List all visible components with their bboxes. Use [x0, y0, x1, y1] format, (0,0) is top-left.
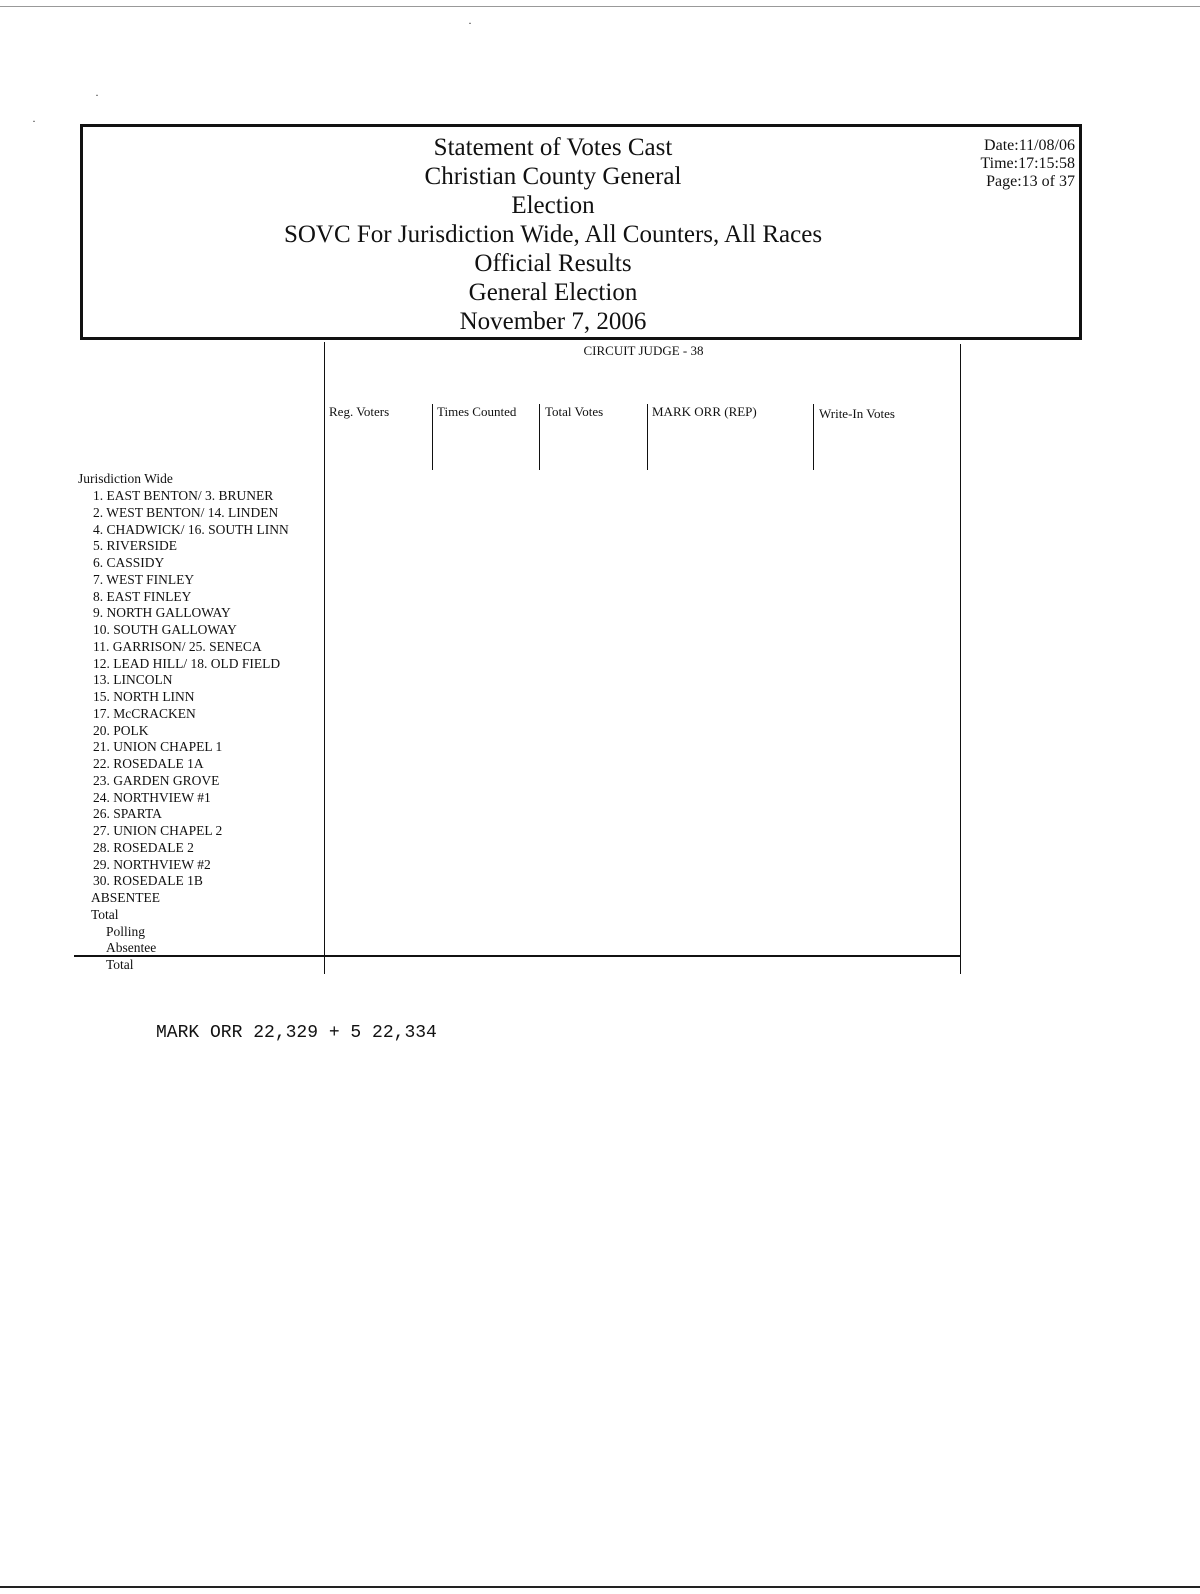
column-divider — [432, 404, 433, 470]
precinct-name-cell: 15. NORTH LINN — [93, 689, 195, 704]
precinct-name-cell: 24. NORTHVIEW #1 — [93, 789, 211, 805]
report-header — [80, 124, 1082, 340]
column-divider — [539, 404, 540, 470]
column-header-reg-voters: Reg. Voters — [329, 404, 390, 419]
title-line: Election — [511, 192, 595, 219]
column-header-mark-orr: MARK ORR (REP) — [652, 404, 757, 419]
precinct-name-cell: 30. ROSEDALE 1B — [93, 873, 203, 889]
column-divider — [813, 404, 814, 470]
precinct-name-cell: Total — [106, 957, 134, 972]
scan-speck: · — [32, 114, 36, 128]
table-right-rule — [960, 344, 961, 974]
precinct-name-cell: 10. SOUTH GALLOWAY — [93, 622, 237, 637]
scan-speck: · — [95, 88, 99, 102]
race-title: CIRCUIT JUDGE - 38 — [583, 343, 704, 358]
handwritten-note: MARK ORR 22,329 + 5 22,334 — [156, 1023, 437, 1043]
precinct-name-cell: 2. WEST BENTON/ 14. LINDEN — [93, 504, 279, 520]
precinct-name-cell: 28. ROSEDALE 2 — [93, 839, 194, 855]
report-page: Page:13 of 37 — [986, 173, 1075, 190]
precinct-name-cell: 7. WEST FINLEY — [93, 571, 195, 587]
title-line: General Election — [468, 279, 638, 306]
precinct-name-cell: 12. LEAD HILL/ 18. OLD FIELD — [93, 655, 281, 671]
column-header-write-in: Write-In Votes — [819, 406, 895, 421]
column-header-total-votes: Total Votes — [545, 404, 604, 419]
precinct-name-cell: 6. CASSIDY — [93, 555, 165, 570]
report-meta — [980, 137, 1075, 191]
title-line: SOVC For Jurisdiction Wide, All Counters, All Races — [283, 221, 823, 248]
precinct-name-cell: 8. EAST FINLEY — [93, 588, 192, 604]
total-label: Total — [91, 906, 119, 922]
column-divider — [647, 404, 648, 470]
report-time: Time:17:15:58 — [980, 155, 1075, 172]
precinct-name-cell: 20. POLK — [93, 722, 149, 738]
precinct-name-cell: 29. NORTHVIEW #2 — [93, 856, 211, 872]
bottom-scan-edge — [0, 1586, 1200, 1588]
precinct-name-cell: Polling — [106, 923, 146, 939]
title-line: November 7, 2006 — [459, 308, 647, 335]
precinct-name-cell: Absentee — [106, 940, 157, 956]
precinct-name-cell: ABSENTEE — [91, 890, 160, 905]
precinct-name-cell: 9. NORTH GALLOWAY — [93, 605, 231, 621]
precinct-name-cell: 23. GARDEN GROVE — [93, 772, 220, 788]
title-line: Official Results — [474, 250, 632, 277]
top-scan-edge — [0, 6, 1200, 7]
precinct-name-cell: 26. SPARTA — [93, 806, 162, 822]
title-line: Christian County General — [424, 163, 682, 190]
report-title — [243, 133, 863, 336]
precinct-name-cell: 21. UNION CHAPEL 1 — [93, 739, 223, 755]
precinct-name-cell: 22. ROSEDALE 1A — [93, 756, 204, 771]
precinct-name-cell: 17. McCRACKEN — [93, 705, 196, 721]
column-header-times-counted: Times Counted — [437, 404, 517, 419]
section-label: Jurisdiction Wide — [78, 471, 173, 486]
precinct-name-cell: 1. EAST BENTON/ 3. BRUNER — [93, 488, 274, 503]
precinct-name-cell: 5. RIVERSIDE — [93, 538, 177, 554]
precinct-name-cell: 11. GARRISON/ 25. SENECA — [93, 638, 262, 654]
scan-speck: · — [468, 16, 472, 30]
title-line: Statement of Votes Cast — [433, 134, 673, 161]
report-date: Date:11/08/06 — [984, 137, 1075, 154]
precinct-name-cell: 13. LINCOLN — [93, 672, 173, 688]
total-rule — [74, 955, 961, 957]
precinct-name-cell: 4. CHADWICK/ 16. SOUTH LINN — [93, 521, 289, 537]
table-left-rule — [324, 342, 325, 974]
precinct-name-cell: 27. UNION CHAPEL 2 — [93, 823, 223, 838]
